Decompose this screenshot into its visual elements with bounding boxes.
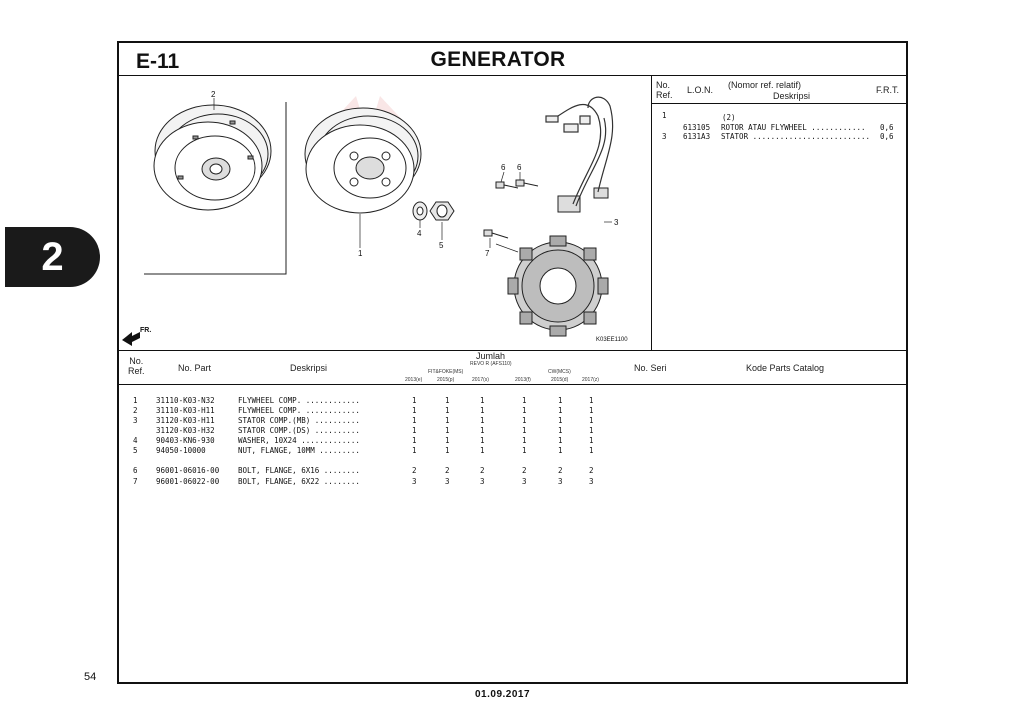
callout-3: 3 bbox=[614, 218, 619, 227]
row-qty: 1 bbox=[445, 436, 450, 445]
row-part: 96001-06016-00 bbox=[156, 466, 220, 475]
row-qty: 2 bbox=[412, 466, 417, 475]
row-ref: 7 bbox=[133, 477, 138, 486]
row-qty: 3 bbox=[522, 477, 527, 486]
row-qty: 1 bbox=[412, 446, 417, 455]
lon-header-rule bbox=[651, 103, 908, 104]
row-desc: FLYWHEEL COMP. ............ bbox=[238, 406, 360, 415]
lon-divider bbox=[651, 75, 652, 351]
row-ref: 6 bbox=[133, 466, 138, 475]
parts-header-jumlah: Jumlah bbox=[476, 351, 506, 361]
row-part: 90403-KN6-930 bbox=[156, 436, 215, 445]
parts-header-rule bbox=[117, 384, 908, 385]
row-qty: 1 bbox=[522, 416, 527, 425]
row-qty: 1 bbox=[480, 436, 485, 445]
fr-label: FR. bbox=[140, 327, 152, 334]
diagram-bottom-rule bbox=[117, 350, 908, 351]
parts-header-no-part: No. Part bbox=[178, 363, 212, 373]
nut-5 bbox=[430, 202, 454, 220]
row-qty: 1 bbox=[445, 406, 450, 415]
parts-header-kode: Kode Parts Catalog bbox=[746, 363, 825, 373]
parts-header-year: 2013(f) bbox=[515, 377, 531, 383]
row-ref: 4 bbox=[133, 436, 138, 445]
washer-4 bbox=[413, 202, 427, 220]
row-desc: STATOR COMP.(MB) .......... bbox=[238, 416, 360, 425]
row-qty: 1 bbox=[480, 416, 485, 425]
row-qty: 1 bbox=[589, 396, 594, 405]
row-part: 94050-10000 bbox=[156, 446, 206, 455]
row-part: 31110-K03-N32 bbox=[156, 396, 215, 405]
lon-header-nomor: (Nomor ref. relatif) bbox=[728, 80, 802, 90]
leader-6a bbox=[501, 172, 504, 182]
row-qty: 2 bbox=[480, 466, 485, 475]
flywheel-2 bbox=[154, 105, 271, 210]
lon-header-frt: F.R.T. bbox=[876, 85, 900, 95]
row-qty: 1 bbox=[522, 396, 527, 405]
row-qty: 1 bbox=[480, 406, 485, 415]
lon-desc: (2) bbox=[722, 113, 736, 122]
exploded-diagram bbox=[118, 76, 650, 350]
parts-header-deskripsi: Deskripsi bbox=[290, 363, 328, 373]
row-qty: 1 bbox=[412, 396, 417, 405]
row-qty: 1 bbox=[445, 446, 450, 455]
flywheel-1 bbox=[305, 108, 421, 213]
row-qty: 2 bbox=[445, 466, 450, 475]
row-qty: 1 bbox=[445, 396, 450, 405]
parts-header-year: 2015(p) bbox=[437, 377, 455, 383]
section-code: E-11 bbox=[136, 50, 180, 73]
row-part: 31110-K03-H11 bbox=[156, 406, 215, 415]
parts-header-fit: FIT&FOKE(MS) bbox=[428, 369, 464, 375]
front-arrow-icon bbox=[122, 332, 140, 346]
leader-7b bbox=[496, 244, 518, 252]
parts-header-year: 2017(s) bbox=[472, 377, 489, 383]
lon-desc: STATOR .......................... bbox=[721, 132, 871, 141]
row-ref: 2 bbox=[133, 406, 138, 415]
row-qty: 1 bbox=[480, 446, 485, 455]
lon-header-deskripsi: Deskripsi bbox=[773, 91, 811, 101]
row-qty: 1 bbox=[412, 416, 417, 425]
row-qty: 2 bbox=[589, 466, 594, 475]
page-number: 54 bbox=[84, 671, 97, 683]
parts-header-cw: CW(MCS) bbox=[548, 369, 571, 375]
row-qty: 2 bbox=[558, 466, 563, 475]
row-qty: 1 bbox=[558, 396, 563, 405]
row-qty: 3 bbox=[589, 477, 594, 486]
parts-header-year: 2015(d) bbox=[551, 377, 569, 383]
row-qty: 1 bbox=[480, 426, 485, 435]
lon-frt: 0,6 bbox=[880, 123, 894, 132]
row-qty: 1 bbox=[412, 426, 417, 435]
row-qty: 1 bbox=[589, 406, 594, 415]
row-qty: 1 bbox=[558, 416, 563, 425]
stator-3 bbox=[508, 188, 608, 336]
row-qty: 3 bbox=[480, 477, 485, 486]
callout-6a: 6 bbox=[501, 163, 506, 172]
row-qty: 2 bbox=[522, 466, 527, 475]
row-qty: 3 bbox=[445, 477, 450, 486]
row-qty: 1 bbox=[445, 426, 450, 435]
row-part: 96001-06022-00 bbox=[156, 477, 220, 486]
lon-desc: ROTOR ATAU FLYWHEEL ............ bbox=[721, 123, 866, 132]
table-row bbox=[0, 466, 800, 477]
diagram-code: K03EE1100 bbox=[596, 337, 628, 343]
callout-4: 4 bbox=[417, 229, 422, 238]
row-ref: 1 bbox=[133, 396, 138, 405]
row-qty: 1 bbox=[589, 446, 594, 455]
callout-5: 5 bbox=[439, 241, 444, 250]
row-qty: 1 bbox=[558, 426, 563, 435]
lon-code: 6131A3 bbox=[683, 132, 711, 141]
row-qty: 1 bbox=[522, 406, 527, 415]
parts-header-no-ref: No. Ref. bbox=[128, 356, 145, 376]
row-qty: 1 bbox=[558, 446, 563, 455]
print-date: 01.09.2017 bbox=[475, 689, 531, 700]
row-qty: 1 bbox=[522, 446, 527, 455]
row-desc: BOLT, FLANGE, 6X16 ........ bbox=[238, 466, 360, 475]
bolts-6 bbox=[496, 180, 538, 188]
row-qty: 1 bbox=[412, 406, 417, 415]
lon-code: 613105 bbox=[683, 123, 711, 132]
callout-7: 7 bbox=[485, 249, 490, 258]
table-row bbox=[0, 477, 800, 488]
row-desc: FLYWHEEL COMP. ............ bbox=[238, 396, 360, 405]
row-qty: 1 bbox=[589, 416, 594, 425]
row-qty: 1 bbox=[589, 436, 594, 445]
row-ref: 3 bbox=[133, 416, 138, 425]
row-desc: WASHER, 10X24 ............. bbox=[238, 436, 360, 445]
callout-6b: 6 bbox=[517, 163, 522, 172]
row-qty: 1 bbox=[558, 436, 563, 445]
bolt-7 bbox=[484, 230, 508, 238]
section-tab: 2 bbox=[5, 227, 100, 287]
row-ref: 5 bbox=[133, 446, 138, 455]
row-part: 31120-K03-H32 bbox=[156, 426, 215, 435]
table-row bbox=[0, 446, 800, 457]
lon-ref: 1 bbox=[662, 111, 667, 120]
lon-frt: 0,6 bbox=[880, 132, 894, 141]
parts-header-revo: REVO R (AFS110) bbox=[470, 361, 512, 367]
lon-ref: 3 bbox=[662, 132, 667, 141]
row-qty: 1 bbox=[558, 406, 563, 415]
callout-1: 1 bbox=[358, 249, 363, 258]
row-desc: NUT, FLANGE, 10MM ......... bbox=[238, 446, 360, 455]
row-desc: BOLT, FLANGE, 6X22 ........ bbox=[238, 477, 360, 486]
parts-header-year: 2013(e) bbox=[405, 377, 423, 383]
row-qty: 3 bbox=[558, 477, 563, 486]
parts-header-no-seri: No. Seri bbox=[634, 363, 667, 373]
row-qty: 1 bbox=[522, 426, 527, 435]
row-part: 31120-K03-H11 bbox=[156, 416, 215, 425]
row-qty: 1 bbox=[445, 416, 450, 425]
callout-2: 2 bbox=[211, 90, 216, 99]
row-desc: STATOR COMP.(DS) .......... bbox=[238, 426, 360, 435]
row-qty: 1 bbox=[480, 396, 485, 405]
lon-header-no-ref: No. Ref. bbox=[656, 80, 673, 100]
page-title: GENERATOR bbox=[430, 48, 566, 71]
row-qty: 1 bbox=[522, 436, 527, 445]
parts-header-year: 2017(z) bbox=[582, 377, 599, 383]
row-qty: 1 bbox=[412, 436, 417, 445]
lon-header-lon: L.O.N. bbox=[687, 85, 714, 95]
row-qty: 1 bbox=[589, 426, 594, 435]
row-qty: 3 bbox=[412, 477, 417, 486]
